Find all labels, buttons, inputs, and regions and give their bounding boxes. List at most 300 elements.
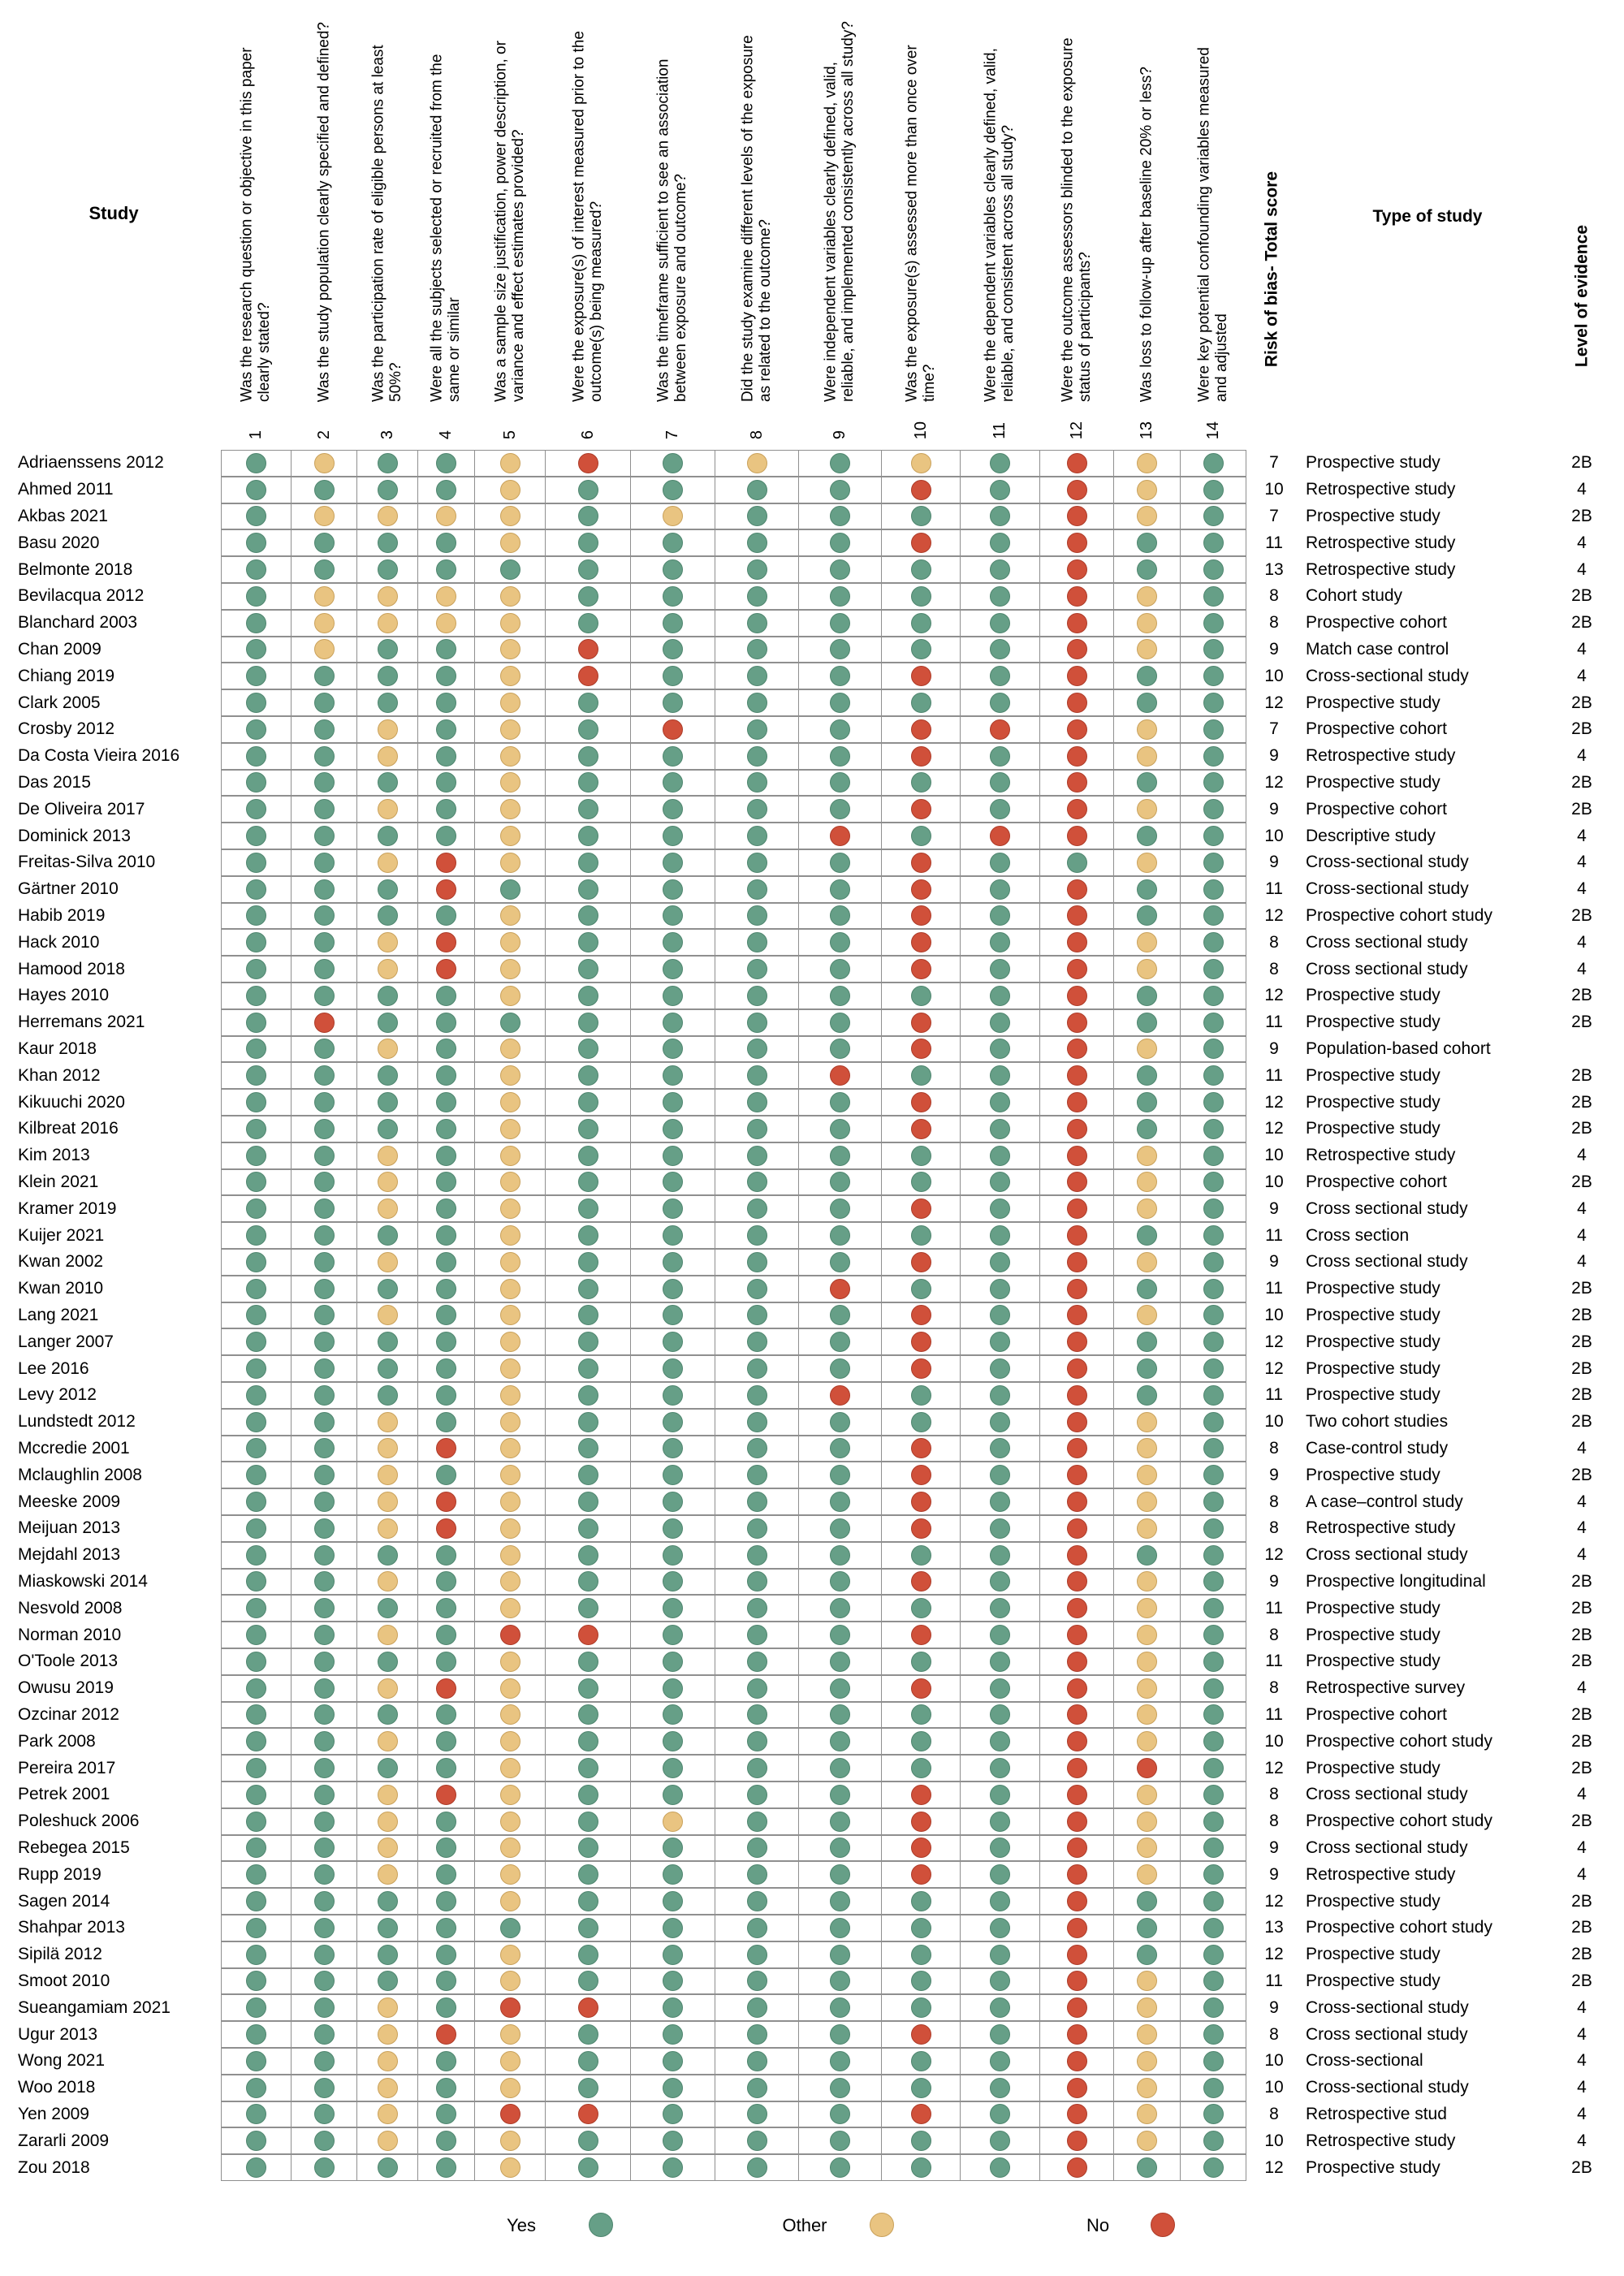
- dot-cell-q4: [417, 2075, 474, 2101]
- dot-cell-q3: [356, 903, 417, 930]
- legend-dot-yes: [589, 2213, 613, 2237]
- dot-cell-q9: [798, 1515, 881, 1542]
- dot-cell-q4: [417, 929, 474, 956]
- dot-cell-q2: [291, 1569, 356, 1596]
- no-dot: [911, 1864, 931, 1885]
- dot-cell-q3: [356, 1036, 417, 1063]
- yes-dot: [1203, 1704, 1224, 1725]
- dot-cell-q6: [545, 903, 630, 930]
- yes-dot: [911, 1731, 931, 1751]
- study-name: Poleshuck 2006: [18, 1812, 140, 1831]
- table-row: [0, 770, 1624, 797]
- yes-dot: [378, 559, 398, 580]
- yes-dot: [990, 772, 1010, 792]
- dot-cell-q3: [356, 610, 417, 637]
- yes-dot: [747, 506, 767, 526]
- yes-dot: [246, 1625, 266, 1645]
- no-dot: [1067, 1412, 1087, 1432]
- table-row: [0, 610, 1624, 637]
- level-value: 4: [1577, 2051, 1587, 2071]
- yes-dot: [1203, 666, 1224, 686]
- other-dot: [500, 2131, 520, 2151]
- yes-dot: [747, 533, 767, 553]
- yes-dot: [378, 1013, 398, 1033]
- level-value: 4: [1577, 879, 1587, 899]
- dot-cell-q8: [715, 1409, 798, 1436]
- level-value: 2B: [1571, 453, 1592, 473]
- score-value: 12: [1264, 1891, 1284, 1911]
- dot-cell-q6: [545, 1861, 630, 1888]
- dot-cell-q2: [291, 2154, 356, 2181]
- dot-cell-q4: [417, 1195, 474, 1222]
- dot-cell-q8: [715, 1276, 798, 1302]
- dot-cell-q14: [1180, 956, 1246, 983]
- dot-cell-q6: [545, 1036, 630, 1063]
- dot-cell-q1: [221, 503, 291, 530]
- question-number-text: 4: [437, 430, 455, 439]
- dot-cell-q12: [1039, 1169, 1113, 1196]
- dot-cell-q4: [417, 1222, 474, 1249]
- yes-dot: [990, 666, 1010, 686]
- other-dot: [911, 453, 931, 473]
- study-name: Meijuan 2013: [18, 1518, 121, 1538]
- yes-dot: [830, 1252, 850, 1272]
- dot-cell-q11: [960, 1142, 1039, 1169]
- question-text: Was loss to follow-up after baseline 20% or less?: [1138, 66, 1155, 402]
- dot-cell-q3: [356, 716, 417, 743]
- yes-dot: [500, 1013, 520, 1033]
- dot-cell-q14: [1180, 849, 1246, 876]
- dot-cell-q1: [221, 477, 291, 503]
- level-value: 2B: [1571, 1945, 1592, 1964]
- other-dot: [1137, 853, 1157, 873]
- yes-dot: [663, 1039, 683, 1059]
- dot-cell-q3: [356, 1276, 417, 1302]
- yes-dot: [663, 1945, 683, 1965]
- question-number-text: 1: [247, 430, 265, 439]
- dot-cell-q4: [417, 1835, 474, 1862]
- yes-dot: [663, 1492, 683, 1512]
- table-row: [0, 2021, 1624, 2048]
- other-dot: [500, 1492, 520, 1512]
- table-row: [0, 663, 1624, 689]
- dot-cell-q13: [1113, 1328, 1180, 1355]
- dot-cell-q9: [798, 1089, 881, 1116]
- table-row: [0, 1276, 1624, 1302]
- other-dot: [314, 506, 335, 526]
- dot-cell-q13: [1113, 2154, 1180, 2181]
- yes-dot: [990, 879, 1010, 900]
- dot-cell-q11: [960, 1648, 1039, 1675]
- dot-cell-q8: [715, 956, 798, 983]
- dot-cell-q11: [960, 1808, 1039, 1835]
- yes-dot: [663, 2051, 683, 2071]
- question-number-7: [630, 408, 715, 445]
- level-value: 2B: [1571, 1385, 1592, 1405]
- dot-cell-q13: [1113, 716, 1180, 743]
- dot-cell-q9: [798, 450, 881, 477]
- yes-dot: [663, 480, 683, 500]
- yes-dot: [578, 2051, 598, 2071]
- dot-cell-q4: [417, 610, 474, 637]
- dot-cell-q12: [1039, 2127, 1113, 2154]
- dot-cell-q1: [221, 1436, 291, 1462]
- dot-cell-q8: [715, 743, 798, 770]
- dot-cell-q10: [881, 1941, 960, 1968]
- dot-cell-q9: [798, 556, 881, 583]
- yes-dot: [990, 905, 1010, 926]
- yes-dot: [747, 1013, 767, 1033]
- yes-dot: [990, 480, 1010, 500]
- dot-cell-q2: [291, 1808, 356, 1835]
- yes-dot: [990, 1492, 1010, 1512]
- yes-dot: [578, 559, 598, 580]
- study-name: Zararli 2009: [18, 2131, 110, 2150]
- dot-cell-q13: [1113, 770, 1180, 797]
- other-dot: [500, 1864, 520, 1885]
- dot-cell-q10: [881, 1116, 960, 1142]
- yes-dot: [436, 1891, 456, 1911]
- yes-dot: [578, 1758, 598, 1778]
- no-dot: [1067, 1864, 1087, 1885]
- dot-cell-q9: [798, 610, 881, 637]
- yes-dot: [1203, 1358, 1224, 1379]
- yes-dot: [830, 2051, 850, 2071]
- score-value: 8: [1269, 586, 1279, 606]
- dot-cell-q7: [630, 583, 715, 610]
- yes-dot: [663, 1997, 683, 2018]
- yes-dot: [314, 2157, 335, 2178]
- dot-cell-q12: [1039, 876, 1113, 903]
- other-dot: [500, 1385, 520, 1406]
- dot-cell-q9: [798, 1462, 881, 1488]
- dot-cell-q10: [881, 689, 960, 716]
- other-dot: [1137, 2104, 1157, 2124]
- table-row: [0, 637, 1624, 663]
- no-dot: [578, 666, 598, 686]
- yes-dot: [830, 1518, 850, 1539]
- yes-dot: [830, 533, 850, 553]
- no-dot: [911, 1358, 931, 1379]
- other-dot: [378, 932, 398, 952]
- type-value: Prospective study: [1306, 1305, 1440, 1324]
- score-value: 9: [1269, 1465, 1279, 1484]
- study-name: Sueangamiam 2021: [18, 1997, 171, 2017]
- other-dot: [314, 639, 335, 659]
- yes-dot: [747, 1252, 767, 1272]
- dot-cell-q2: [291, 583, 356, 610]
- yes-dot: [1203, 1971, 1224, 1991]
- yes-dot: [663, 986, 683, 1006]
- dot-cell-q3: [356, 1515, 417, 1542]
- yes-dot: [436, 799, 456, 819]
- question-header-8: [715, 0, 798, 406]
- dot-cell-q9: [798, 1302, 881, 1329]
- yes-dot: [830, 1571, 850, 1591]
- yes-dot: [246, 1918, 266, 1938]
- dot-cell-q7: [630, 983, 715, 1009]
- dot-cell-q6: [545, 1968, 630, 1995]
- yes-dot: [378, 2157, 398, 2178]
- type-value: Prospective study: [1306, 1358, 1440, 1378]
- score-value: 8: [1269, 932, 1279, 952]
- table-row: [0, 1941, 1624, 1968]
- yes-dot: [990, 853, 1010, 873]
- yes-dot: [378, 666, 398, 686]
- yes-dot: [990, 1225, 1010, 1246]
- yes-dot: [1203, 1731, 1224, 1751]
- score-value: 9: [1269, 1198, 1279, 1218]
- yes-dot: [436, 1812, 456, 1832]
- question-text: Were the dependent variables clearly defined, valid, reliable, and consistent across all study?: [982, 48, 1017, 402]
- study-name: Smoot 2010: [18, 1971, 110, 1990]
- dot-cell-q1: [221, 1462, 291, 1488]
- dot-cell-q9: [798, 1808, 881, 1835]
- score-value: 11: [1265, 1971, 1283, 1990]
- dot-cell-q11: [960, 503, 1039, 530]
- other-dot: [378, 1518, 398, 1539]
- dot-cell-q9: [798, 1062, 881, 1089]
- dot-cell-q8: [715, 1142, 798, 1169]
- dot-cell-q8: [715, 1595, 798, 1622]
- dot-cell-q8: [715, 1702, 798, 1729]
- dot-cell-q12: [1039, 1835, 1113, 1862]
- dot-cell-q4: [417, 1569, 474, 1596]
- dot-cell-q5: [474, 1488, 545, 1515]
- yes-dot: [1203, 1864, 1224, 1885]
- dot-cell-q4: [417, 1249, 474, 1276]
- dot-cell-q6: [545, 1888, 630, 1915]
- dot-cell-q4: [417, 1062, 474, 1089]
- dot-cell-q5: [474, 1169, 545, 1196]
- dot-cell-q14: [1180, 1276, 1246, 1302]
- type-value: Prospective study: [1306, 1279, 1440, 1298]
- yes-dot: [500, 1918, 520, 1938]
- dot-cell-q4: [417, 450, 474, 477]
- table-row: [0, 2154, 1624, 2181]
- dot-cell-q9: [798, 2021, 881, 2048]
- dot-cell-q8: [715, 1249, 798, 1276]
- dot-cell-q11: [960, 1302, 1039, 1329]
- yes-dot: [747, 1279, 767, 1299]
- yes-dot: [1137, 1013, 1157, 1033]
- no-dot: [911, 959, 931, 979]
- yes-dot: [246, 746, 266, 767]
- no-dot: [1067, 480, 1087, 500]
- other-dot: [378, 1305, 398, 1325]
- dot-cell-q13: [1113, 1116, 1180, 1142]
- yes-dot: [747, 879, 767, 900]
- type-value: Prospective study: [1306, 1891, 1440, 1911]
- dot-cell-q3: [356, 1355, 417, 1382]
- yes-dot: [1137, 1119, 1157, 1139]
- yes-dot: [747, 1119, 767, 1139]
- no-dot: [1067, 1225, 1087, 1246]
- dot-cell-q5: [474, 1622, 545, 1648]
- dot-cell-q9: [798, 1169, 881, 1196]
- no-dot: [911, 1039, 931, 1059]
- yes-dot: [436, 453, 456, 473]
- no-dot: [1067, 1625, 1087, 1645]
- study-name: Nesvold 2008: [18, 1598, 123, 1617]
- yes-dot: [663, 1332, 683, 1352]
- dot-cell-q6: [545, 929, 630, 956]
- yes-dot: [830, 1492, 850, 1512]
- dot-cell-q4: [417, 1595, 474, 1622]
- level-value: 2B: [1571, 1571, 1592, 1591]
- score-value: 9: [1269, 1997, 1279, 2017]
- yes-dot: [314, 1945, 335, 1965]
- dot-cell-q11: [960, 1781, 1039, 1808]
- dot-cell-q4: [417, 1302, 474, 1329]
- yes-dot: [1203, 1812, 1224, 1832]
- dot-cell-q10: [881, 1781, 960, 1808]
- level-value: 4: [1577, 1545, 1587, 1565]
- yes-dot: [830, 799, 850, 819]
- no-dot: [1067, 1945, 1087, 1965]
- type-value: Prospective study: [1306, 1092, 1440, 1112]
- dot-cell-q11: [960, 1169, 1039, 1196]
- yes-dot: [246, 719, 266, 740]
- no-dot: [1067, 1678, 1087, 1699]
- dot-cell-q9: [798, 1142, 881, 1169]
- yes-dot: [314, 1731, 335, 1751]
- dot-cell-q13: [1113, 1542, 1180, 1569]
- dot-cell-q13: [1113, 1436, 1180, 1462]
- other-dot: [500, 639, 520, 659]
- other-dot: [378, 1864, 398, 1885]
- dot-cell-q12: [1039, 2154, 1113, 2181]
- yes-dot: [1203, 1013, 1224, 1033]
- score-value: 11: [1265, 1013, 1283, 1032]
- type-value: Cross sectional study: [1306, 2024, 1468, 2044]
- table-row: [0, 1436, 1624, 1462]
- dot-cell-q12: [1039, 1062, 1113, 1089]
- dot-cell-q11: [960, 743, 1039, 770]
- yes-dot: [747, 719, 767, 740]
- dot-cell-q14: [1180, 796, 1246, 823]
- dot-cell-q9: [798, 956, 881, 983]
- other-dot: [378, 959, 398, 979]
- type-value: Prospective longitudinal: [1306, 1571, 1486, 1591]
- dot-cell-q2: [291, 1142, 356, 1169]
- yes-dot: [830, 1172, 850, 1192]
- yes-dot: [378, 1358, 398, 1379]
- yes-dot: [1203, 1412, 1224, 1432]
- type-of-study-header: Type of study: [1372, 207, 1483, 226]
- score-value: 9: [1269, 853, 1279, 872]
- yes-dot: [747, 613, 767, 633]
- dot-cell-q1: [221, 1062, 291, 1089]
- dot-cell-q9: [798, 637, 881, 663]
- dot-cell-q6: [545, 1808, 630, 1835]
- dot-cell-q14: [1180, 876, 1246, 903]
- dot-cell-q1: [221, 1915, 291, 1941]
- dot-cell-q7: [630, 1409, 715, 1436]
- no-dot: [911, 2024, 931, 2045]
- yes-dot: [578, 1678, 598, 1699]
- yes-dot: [314, 1279, 335, 1299]
- yes-dot: [747, 1412, 767, 1432]
- dot-cell-q12: [1039, 1355, 1113, 1382]
- other-dot: [1137, 1198, 1157, 1219]
- dot-cell-q3: [356, 1941, 417, 1968]
- dot-cell-q7: [630, 1355, 715, 1382]
- yes-dot: [911, 1225, 931, 1246]
- other-dot: [500, 1172, 520, 1192]
- yes-dot: [500, 879, 520, 900]
- no-dot: [1067, 1092, 1087, 1112]
- no-dot: [436, 1678, 456, 1699]
- yes-dot: [830, 1545, 850, 1566]
- score-value: 9: [1269, 746, 1279, 766]
- study-name: De Oliveira 2017: [18, 799, 145, 818]
- dot-cell-q12: [1039, 663, 1113, 689]
- other-dot: [1137, 1652, 1157, 1672]
- other-dot: [500, 1225, 520, 1246]
- yes-dot: [314, 2131, 335, 2151]
- other-dot: [500, 1704, 520, 1725]
- dot-cell-q3: [356, 1062, 417, 1089]
- other-dot: [378, 2024, 398, 2045]
- dot-cell-q12: [1039, 743, 1113, 770]
- dot-cell-q13: [1113, 823, 1180, 849]
- dot-cell-q5: [474, 1569, 545, 1596]
- study-name: Adriaenssens 2012: [18, 453, 164, 473]
- level-value: 2B: [1571, 1305, 1592, 1324]
- no-dot: [911, 1092, 931, 1112]
- yes-dot: [314, 1438, 335, 1458]
- dot-cell-q6: [545, 2075, 630, 2101]
- dot-cell-q9: [798, 716, 881, 743]
- yes-dot: [663, 1731, 683, 1751]
- yes-dot: [990, 613, 1010, 633]
- yes-dot: [436, 1119, 456, 1139]
- score-value: 9: [1269, 1838, 1279, 1857]
- yes-dot: [578, 772, 598, 792]
- other-dot: [500, 1358, 520, 1379]
- dot-cell-q5: [474, 689, 545, 716]
- table-row: [0, 2127, 1624, 2154]
- type-value: Cross-sectional study: [1306, 1997, 1469, 2017]
- yes-dot: [1203, 1438, 1224, 1458]
- dot-cell-q5: [474, 1195, 545, 1222]
- level-value: 2B: [1571, 1119, 1592, 1138]
- yes-dot: [314, 2104, 335, 2124]
- yes-dot: [830, 1891, 850, 1911]
- type-value: Cross sectional study: [1306, 1252, 1468, 1272]
- yes-dot: [314, 1971, 335, 1991]
- yes-dot: [830, 2024, 850, 2045]
- dot-cell-q6: [545, 637, 630, 663]
- other-dot: [378, 1625, 398, 1645]
- yes-dot: [990, 1891, 1010, 1911]
- dot-cell-q8: [715, 876, 798, 903]
- yes-dot: [578, 586, 598, 607]
- dot-cell-q3: [356, 1009, 417, 1036]
- dot-cell-q1: [221, 1116, 291, 1142]
- dot-cell-q8: [715, 556, 798, 583]
- yes-dot: [1203, 1758, 1224, 1778]
- dot-cell-q2: [291, 743, 356, 770]
- yes-dot: [436, 1598, 456, 1618]
- dot-cell-q11: [960, 556, 1039, 583]
- yes-dot: [663, 2024, 683, 2045]
- yes-dot: [1203, 506, 1224, 526]
- dot-cell-q14: [1180, 637, 1246, 663]
- dot-cell-q2: [291, 929, 356, 956]
- dot-cell-q7: [630, 743, 715, 770]
